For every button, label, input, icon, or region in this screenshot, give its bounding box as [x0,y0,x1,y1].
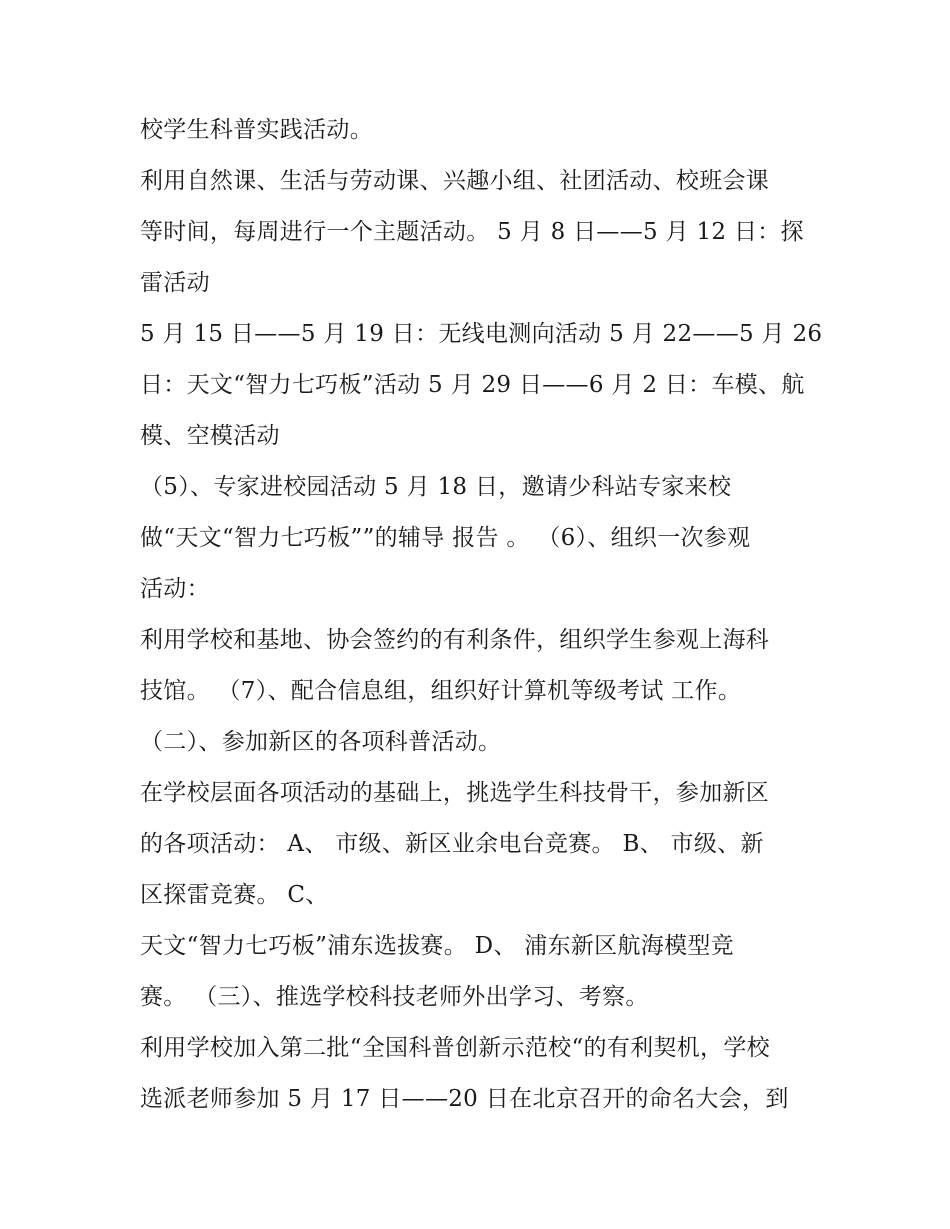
text-line-6: 日：天文“智力七巧板”活动 5 月 29 日——6 月 2 日：车模、航 [140,372,805,398]
text-line-8: （5）、专家进校园活动 5 月 18 日，邀请少科站专家来校 [140,474,732,500]
text-line-13: （二）、参加新区的各项科普活动。 [140,729,502,755]
text-line-4: 雷活动 [140,270,210,296]
text-line-11: 利用学校和基地、协会签约的有利条件，组织学生参观上海科 [140,627,770,653]
text-line-20: 选派老师参加 5 月 17 日——20 日在北京召开的命名大会，到 [140,1086,789,1112]
text-line-19: 利用学校加入第二批“全国科普创新示范校“的有利契机，学校 [140,1035,770,1061]
text-line-3: 等时间，每周进行一个主题活动。 5 月 8 日——5 月 12 日：探 [140,219,804,245]
text-line-2: 利用自然课、生活与劳动课、兴趣小组、社团活动、校班会课 [140,168,770,194]
text-line-15: 的各项活动： A、 市级、新区业余电台竞赛。 B、 市级、新 [140,831,764,857]
text-line-5: 5 月 15 日——5 月 19 日：无线电测向活动 5 月 22——5 月 26 [140,321,823,347]
text-line-7: 模、空模活动 [140,423,280,449]
text-line-12: 技馆。 （7）、配合信息组，组织好计算机等级考试 工作。 [140,678,742,704]
text-line-9: 做“天文“智力七巧板””的辅导 报告 。 （6）、组织一次参观 [140,525,751,551]
text-line-1: 校学生科普实践活动。 [140,117,373,143]
text-line-14: 在学校层面各项活动的基础上，挑选学生科技骨干，参加新区 [140,780,770,806]
text-line-10: 活动： [140,576,210,602]
text-line-16: 区探雷竞赛。 C、 [140,882,329,908]
text-line-18: 赛。 （三）、推选学校科技老师外出学习、考察。 [140,984,649,1010]
text-line-17: 天文“智力七巧板”浦东选拔赛。 D、 浦东新区航海模型竞 [140,933,734,959]
